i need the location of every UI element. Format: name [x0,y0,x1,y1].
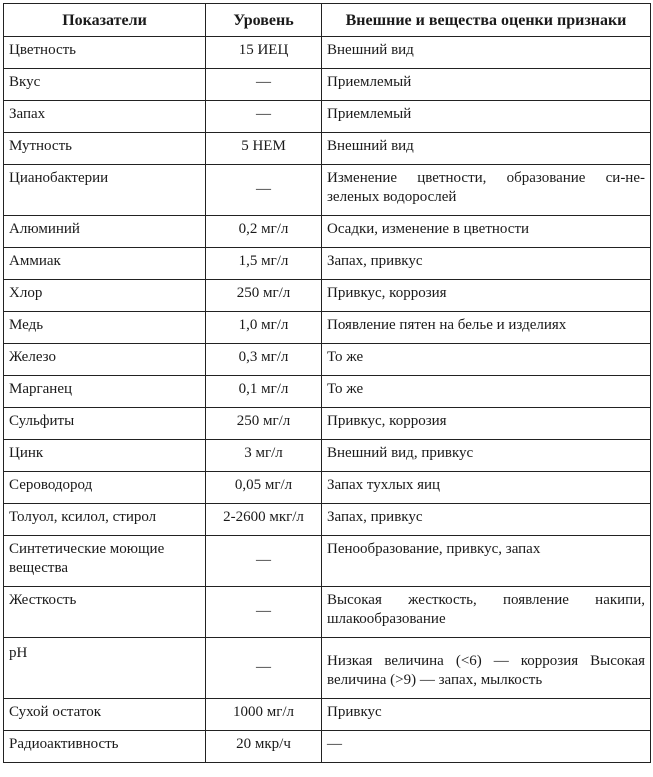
indicator-cell: Хлор [4,280,206,312]
indicator-cell: Вкус [4,69,206,101]
level-cell: 15 ИЕЦ [206,37,322,69]
table-row [4,37,651,69]
water-quality-table [3,3,651,763]
indicator-cell: Синтетические моющие вещества [4,536,206,587]
assessment-cell: Высокая жесткость, появление накипи, шлакообразование [322,587,651,638]
assessment-cell: То же [322,344,651,376]
table-row [4,216,651,248]
indicator-cell: pH [4,638,206,699]
indicator-cell: Сульфиты [4,408,206,440]
table-row [4,133,651,165]
assessment-cell: То же [322,376,651,408]
level-cell: — [206,165,322,216]
level-cell: 0,1 мг/л [206,376,322,408]
assessment-cell: Осадки, изменение в цветности [322,216,651,248]
indicator-cell: Запах [4,101,206,133]
table-row [4,344,651,376]
assessment-cell: Приемлемый [322,101,651,133]
indicator-cell: Толуол, ксилол, стирол [4,504,206,536]
indicator-cell: Аммиак [4,248,206,280]
level-cell: 5 НЕМ [206,133,322,165]
level-cell: 3 мг/л [206,440,322,472]
assessment-cell: Привкус [322,699,651,731]
table-row [4,376,651,408]
assessment-cell: Приемлемый [322,69,651,101]
table-row [4,280,651,312]
assessment-cell: Изменение цветности, образование си-не-зеленых водорослей [322,165,651,216]
table-row [4,472,651,504]
indicator-cell: Мутность [4,133,206,165]
level-cell: 0,3 мг/л [206,344,322,376]
header-indicators: Показатели [4,4,206,37]
assessment-cell: Внешний вид, привкус [322,440,651,472]
indicator-cell: Алюминий [4,216,206,248]
indicator-cell: Цианобактерии [4,165,206,216]
assessment-cell: Привкус, коррозия [322,408,651,440]
level-cell: — [206,638,322,699]
indicator-cell: Марганец [4,376,206,408]
indicator-cell: Железо [4,344,206,376]
table-header-row [4,4,651,37]
level-cell: 1000 мг/л [206,699,322,731]
table-row [4,248,651,280]
table-row [4,440,651,472]
level-cell: — [206,587,322,638]
assessment-cell: Запах тухлых яиц [322,472,651,504]
table-row [4,312,651,344]
indicator-cell: Радиоактивность [4,731,206,763]
assessment-cell: Низкая величина (<6) — коррозия Высокая величина (>9) — запах, мылкость [322,638,651,699]
assessment-cell: Внешний вид [322,133,651,165]
level-cell: — [206,536,322,587]
table-row [4,504,651,536]
level-cell: 1,5 мг/л [206,248,322,280]
table-row [4,101,651,133]
level-cell: 0,2 мг/л [206,216,322,248]
level-cell: — [206,69,322,101]
indicator-cell: Сухой остаток [4,699,206,731]
assessment-cell: — [322,731,651,763]
assessment-cell: Привкус, коррозия [322,280,651,312]
table-row [4,587,651,638]
indicator-cell: Сероводород [4,472,206,504]
table-row [4,699,651,731]
level-cell: 2-2600 мкг/л [206,504,322,536]
indicator-cell: Медь [4,312,206,344]
assessment-cell: Запах, привкус [322,248,651,280]
level-cell: — [206,101,322,133]
level-cell: 250 мг/л [206,280,322,312]
header-level: Уровень [206,4,322,37]
assessment-cell: Пенообразование, привкус, запах [322,536,651,587]
level-cell: 0,05 мг/л [206,472,322,504]
level-cell: 1,0 мг/л [206,312,322,344]
level-cell: 20 мкр/ч [206,731,322,763]
indicator-cell: Цинк [4,440,206,472]
assessment-cell: Появление пятен на белье и изделиях [322,312,651,344]
indicator-cell: Жесткость [4,587,206,638]
assessment-cell: Внешний вид [322,37,651,69]
indicator-cell: Цветность [4,37,206,69]
table-row [4,165,651,216]
level-cell: 250 мг/л [206,408,322,440]
table-row [4,69,651,101]
table-row [4,536,651,587]
table-row [4,638,651,699]
assessment-cell: Запах, привкус [322,504,651,536]
table-row [4,408,651,440]
table-row [4,731,651,763]
header-assessment: Внешние и вещества оценки признаки [322,4,651,37]
